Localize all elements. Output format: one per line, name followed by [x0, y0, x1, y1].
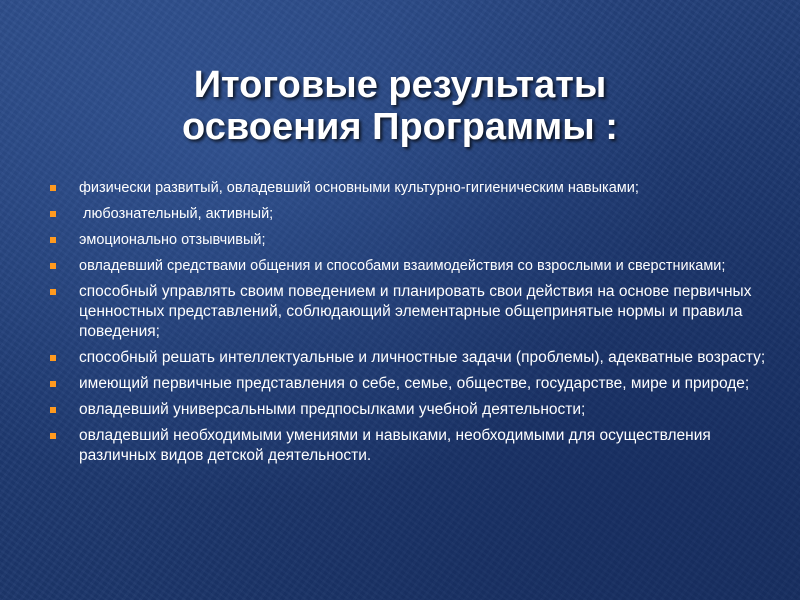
results-list [50, 178, 770, 472]
square-bullet-icon [50, 289, 56, 295]
list-item [50, 178, 770, 198]
square-bullet-icon [50, 185, 56, 191]
list-item-text: овладевший универсальными предпосылками учебной деятельности; [79, 401, 586, 418]
list-item-text: любознательный, активный; [79, 206, 274, 222]
title-line-1: Итоговые результаты [193, 64, 607, 106]
list-item-text: способный решать интеллектуальные и личностные задачи (проблемы), адекватные возрасту; [79, 349, 766, 366]
list-item [50, 426, 770, 466]
square-bullet-icon [50, 211, 56, 217]
list-item-text: овладевший средствами общения и способами взаимодействия со взрослыми и сверстниками; [79, 258, 726, 274]
list-item [50, 400, 770, 420]
list-item-text: способный управлять своим поведением и планировать свои действия на основе первичных ценностных представлений, соблюдающий элементарные общепринятые нормы и правила поведения; [79, 283, 752, 340]
list-item [50, 282, 770, 342]
list-item-text: эмоционально отзывчивый; [79, 232, 266, 248]
list-item-text: физически развитый, овладевший основными культурно-гигиеническим навыками; [79, 180, 639, 196]
list-item [50, 256, 770, 276]
list-item-text: овладевший необходимыми умениями и навыками, необходимыми для осуществления различных видов детской деятельности. [79, 427, 711, 464]
square-bullet-icon [50, 381, 56, 387]
list-item-text: имеющий первичные представления о себе, семье, обществе, государстве, мире и природе; [79, 375, 750, 392]
square-bullet-icon [50, 433, 56, 439]
square-bullet-icon [50, 263, 56, 269]
square-bullet-icon [50, 355, 56, 361]
square-bullet-icon [50, 237, 56, 243]
title-line-2: освоения Программы : [182, 106, 618, 148]
list-item [50, 374, 770, 394]
list-item [50, 230, 770, 250]
list-item [50, 204, 770, 224]
square-bullet-icon [50, 407, 56, 413]
slide-title [0, 64, 800, 148]
list-item [50, 348, 770, 368]
